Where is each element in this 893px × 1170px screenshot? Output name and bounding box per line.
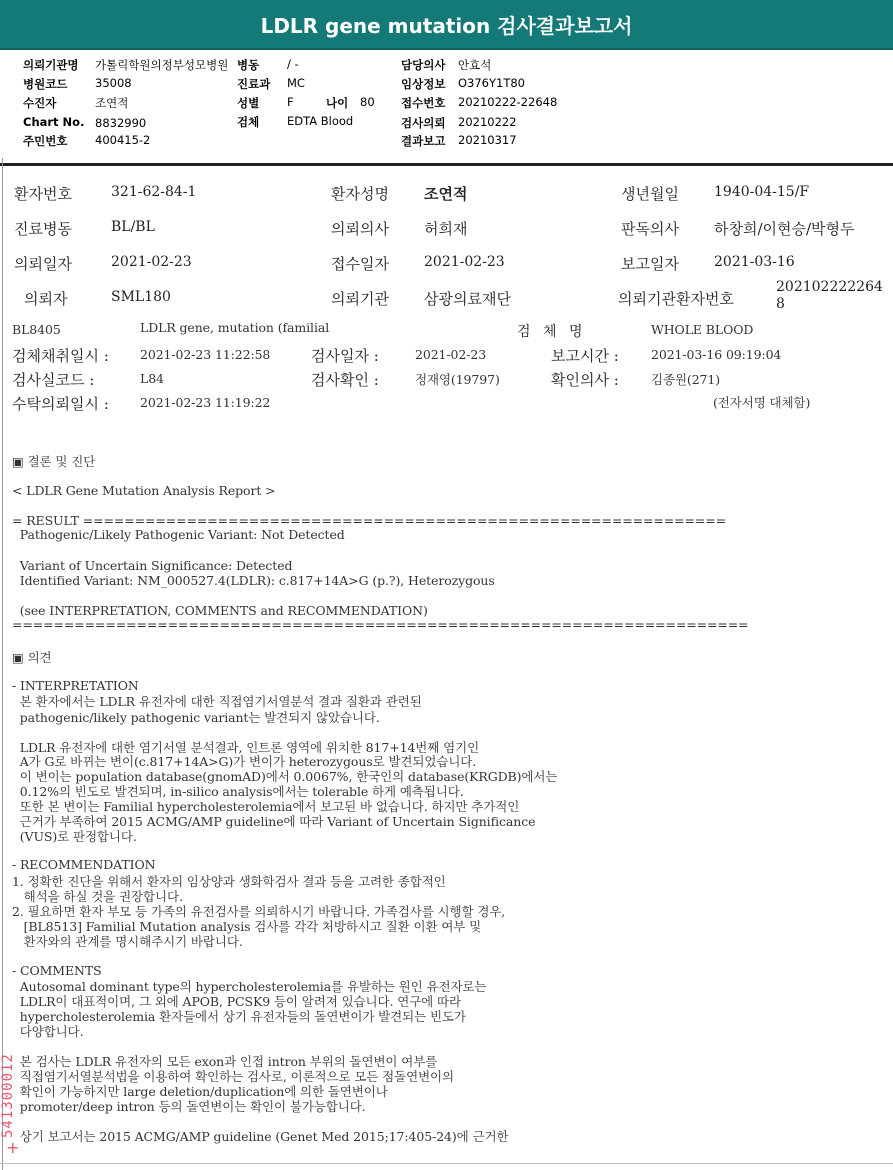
recommendation-line: 2. 필요하면 환자 부모 등 가족의 유전검사를 의뢰하시기 바랍니다. 가족검사를 시행할 경우,: [12, 904, 506, 919]
hdr-label-department: 진료과: [237, 77, 271, 91]
room-value: L84: [140, 371, 164, 386]
patient-label-receipt-date: 접수일자: [331, 255, 389, 273]
collect-label: 검체채취일시 :: [12, 347, 109, 365]
patient-label-reading-doctor: 판독의사: [621, 220, 679, 238]
patient-label-ward: 진료병동: [14, 220, 72, 238]
reporttime-value: 2021-03-16 09:19:04: [651, 347, 782, 362]
interpretation-line: A가 G로 바뀌는 변이(c.817+14A>G)가 변이가 heterozygous로 발견되었습니다.: [12, 754, 477, 769]
patient-value-referring-doctor: 허희재: [424, 220, 468, 238]
hdr-value-examinee: 조연적: [95, 96, 129, 110]
patient-label-org-patient-no: 의뢰기관환자번호: [618, 290, 734, 308]
recommendation-line: 환자와의 관계를 명시해주시기 바랍니다.: [12, 934, 243, 949]
patient-label-request-date: 의뢰일자: [14, 255, 72, 273]
confirm-value: 정재영(19797): [415, 372, 500, 387]
patient-value-id: 321-62-84-1: [111, 184, 197, 200]
interpretation-line: 근거가 부족하여 2015 ACMG/AMP guideline에 따라 Variant of Uncertain Significance: [12, 814, 536, 829]
result-footer: =======================================================================: [12, 617, 749, 632]
comments-heading: - COMMENTS: [12, 963, 102, 978]
hdr-label-examinee: 수진자: [23, 96, 57, 110]
comments-line: 확인이 가능하지만 large deletion/duplication에 의한 돌연변이나: [12, 1084, 388, 1099]
recommendation-line: [BL8513] Familial Mutation analysis 검사를 각각 처방하시고 질환 이환 여부 및: [12, 919, 482, 934]
patient-label-requester: 의뢰자: [24, 290, 68, 308]
report-title-bar: [0, 0, 893, 50]
report-title: LDLR gene mutation 검사결과보고서: [260, 14, 633, 38]
esign-note: (전자서명 대체함): [713, 395, 811, 410]
patient-value-org-patient-no: 202102222264: [776, 279, 883, 295]
hdr-value-receipt-no: 20210222-22648: [458, 95, 558, 109]
hdr-label-specimen: 검체: [237, 115, 260, 129]
result-pathogenic: Pathogenic/Likely Pathogenic Variant: Not Detected: [12, 527, 345, 542]
patient-label-birth: 생년월일: [621, 185, 679, 203]
patient-value-ward: BL/BL: [111, 219, 155, 235]
doctor-value: 김종원(271): [651, 372, 721, 387]
section-conclusion-heading: ▣ 결론 및 진단: [12, 454, 96, 469]
testdate-label: 검사일자 :: [311, 347, 379, 365]
hdr-value-result-report: 20210317: [458, 133, 517, 147]
result-identified-variant: Identified Variant: NM_000527.4(LDLR): c.817+14A>G (p.?), Heterozygous: [12, 573, 495, 588]
patient-value-requester: SML180: [111, 289, 171, 305]
section-opinion-heading: ▣ 의견: [12, 650, 52, 665]
hdr-value-test-request: 20210222: [458, 115, 517, 129]
collect-value: 2021-02-23 11:22:58: [140, 347, 271, 362]
comments-line: 직접염기서열분석법을 이용하여 확인하는 검사로, 이론적으로 모든 점돌연변이의: [12, 1069, 455, 1084]
entrust-value: 2021-02-23 11:19:22: [140, 395, 271, 410]
hdr-label-test-request: 검사의뢰: [401, 116, 446, 130]
testdate-value: 2021-02-23: [415, 347, 487, 362]
hdr-label-physician: 담당의사: [401, 58, 446, 72]
interpretation-line: 본 환자에서는 LDLR 유전자에 대한 직접염기서열분석 결과 질환과 관련된: [12, 694, 422, 709]
interpretation-line: 0.12%의 빈도로 발견되며, in-silico analysis에서는 tolerable 하게 예측됩니다.: [12, 784, 464, 799]
hdr-value-sex: F: [287, 95, 294, 109]
comments-line: 다양합니다.: [12, 1024, 84, 1039]
hdr-label-result-report: 결과보고: [401, 134, 446, 148]
specimen-value: WHOLE BLOOD: [651, 322, 754, 337]
hdr-label-chart-no: Chart No.: [23, 115, 85, 129]
hdr-label-hospital-code: 병원코드: [23, 77, 68, 91]
patient-value-org-patient-no-cont: 8: [776, 296, 785, 312]
hdr-value-ward: / -: [287, 57, 299, 71]
hdr-label-sex: 성별: [237, 96, 260, 110]
patient-value-request-date: 2021-02-23: [111, 254, 192, 270]
patient-label-requesting-org: 의뢰기관: [331, 290, 389, 308]
doctor-label: 확인의사 :: [551, 371, 619, 389]
hdr-label-resident-no: 주민번호: [23, 134, 68, 148]
hdr-value-resident-no: 400415-2: [95, 133, 151, 147]
hdr-value-department: MC: [287, 76, 305, 90]
patient-value-report-date: 2021-03-16: [714, 254, 795, 270]
hdr-value-clinical-info: O376Y1T80: [458, 76, 526, 90]
comments-line: promoter/deep intron 등의 돌연변이는 확인이 불가능합니다.: [12, 1099, 366, 1114]
result-see-note: (see INTERPRETATION, COMMENTS and RECOMMENDATION): [12, 603, 428, 618]
confirm-label: 검사확인 :: [311, 371, 379, 389]
comments-line: Autosomal dominant type의 hypercholesterolemia를 유발하는 원인 유전자로는: [12, 979, 487, 994]
result-header: = RESULT ==============================================================: [12, 513, 726, 528]
room-label: 검사실코드 :: [12, 371, 95, 389]
patient-value-birth: 1940-04-15/F: [714, 184, 810, 200]
recommendation-line: 1. 정확한 진단을 위해서 환자의 임상양과 생화학검사 결과 등을 고려한 종합적인: [12, 874, 446, 889]
specimen-label: 검 체 명: [517, 324, 587, 340]
hdr-value-institution: 가톨릭학원의정부성모병원: [95, 58, 229, 72]
entrust-label: 수탁의뢰일시 :: [12, 395, 109, 413]
interpretation-line: 이 변이는 population database(gnomAD)에서 0.0067%, 한국인의 database(KRGDB)에서는: [12, 769, 558, 784]
hdr-label-age: 나이: [326, 96, 349, 110]
report-subtitle: < LDLR Gene Mutation Analysis Report >: [12, 483, 276, 498]
hdr-value-hospital-code: 35008: [95, 76, 132, 90]
patient-label-report-date: 보고일자: [621, 255, 679, 273]
hdr-value-specimen: EDTA Blood: [287, 114, 354, 128]
hdr-label-receipt-no: 접수번호: [401, 96, 446, 110]
test-code: BL8405: [12, 322, 61, 337]
patient-label-id: 환자번호: [14, 185, 72, 203]
recommendation-heading: - RECOMMENDATION: [12, 857, 156, 872]
patient-label-referring-doctor: 의뢰의사: [331, 220, 389, 238]
hdr-label-ward: 병동: [237, 58, 260, 72]
comments-line: hypercholesterolemia 환자들에서 상기 유전자들의 돌연변이가 발견되는 빈도가: [12, 1009, 466, 1024]
interpretation-heading: - INTERPRETATION: [12, 678, 139, 693]
result-vus: Variant of Uncertain Significance: Detected: [12, 558, 293, 573]
hdr-label-clinical-info: 임상정보: [401, 77, 446, 91]
comments-line: 상기 보고서는 2015 ACMG/AMP guideline (Genet Med 2015;17:405-24)에 근거한: [12, 1129, 509, 1144]
interpretation-line: 또한 본 변이는 Familial hypercholesterolemia에서 보고된 바 없습니다. 하지만 추가적인: [12, 799, 520, 814]
patient-label-name: 환자성명: [331, 185, 389, 203]
reporttime-label: 보고시간 :: [551, 347, 619, 365]
interpretation-line: LDLR 유전자에 대한 염기서열 분석결과, 인트론 영역에 위치한 817+14번째 염기인: [12, 740, 480, 755]
patient-value-requesting-org: 삼광의료재단: [424, 290, 511, 308]
hdr-label-institution: 의뢰기관명: [23, 58, 79, 72]
hdr-value-chart-no: 8832990: [95, 116, 147, 130]
interpretation-line: (VUS)로 판정합니다.: [12, 829, 137, 844]
patient-value-name: 조연적: [424, 185, 468, 203]
comments-line: LDLR이 대표적이며, 그 외에 APOB, PCSK9 등이 알려져 있습니다. 연구에 따라: [12, 994, 461, 1009]
test-name: LDLR gene, mutation (familial: [140, 320, 330, 335]
hdr-value-age: 80: [360, 95, 375, 109]
hdr-value-physician: 안효석: [458, 58, 492, 72]
stamp-plus-mark: +: [6, 1138, 20, 1157]
vertical-stamp-number: 541300012: [0, 1053, 16, 1138]
patient-value-reading-doctor: 하창희/이현승/박형두: [714, 220, 855, 238]
header-divider: [0, 163, 893, 166]
recommendation-line: 해석을 하실 것을 권장합니다.: [12, 889, 183, 904]
page-bottom-line: [0, 1163, 893, 1164]
interpretation-line: pathogenic/likely pathogenic variant는 발견되지 않았습니다.: [12, 710, 380, 725]
patient-value-receipt-date: 2021-02-23: [424, 254, 505, 270]
comments-line: 본 검사는 LDLR 유전자의 모든 exon과 인접 intron 부위의 돌연변이 여부를: [12, 1054, 438, 1069]
